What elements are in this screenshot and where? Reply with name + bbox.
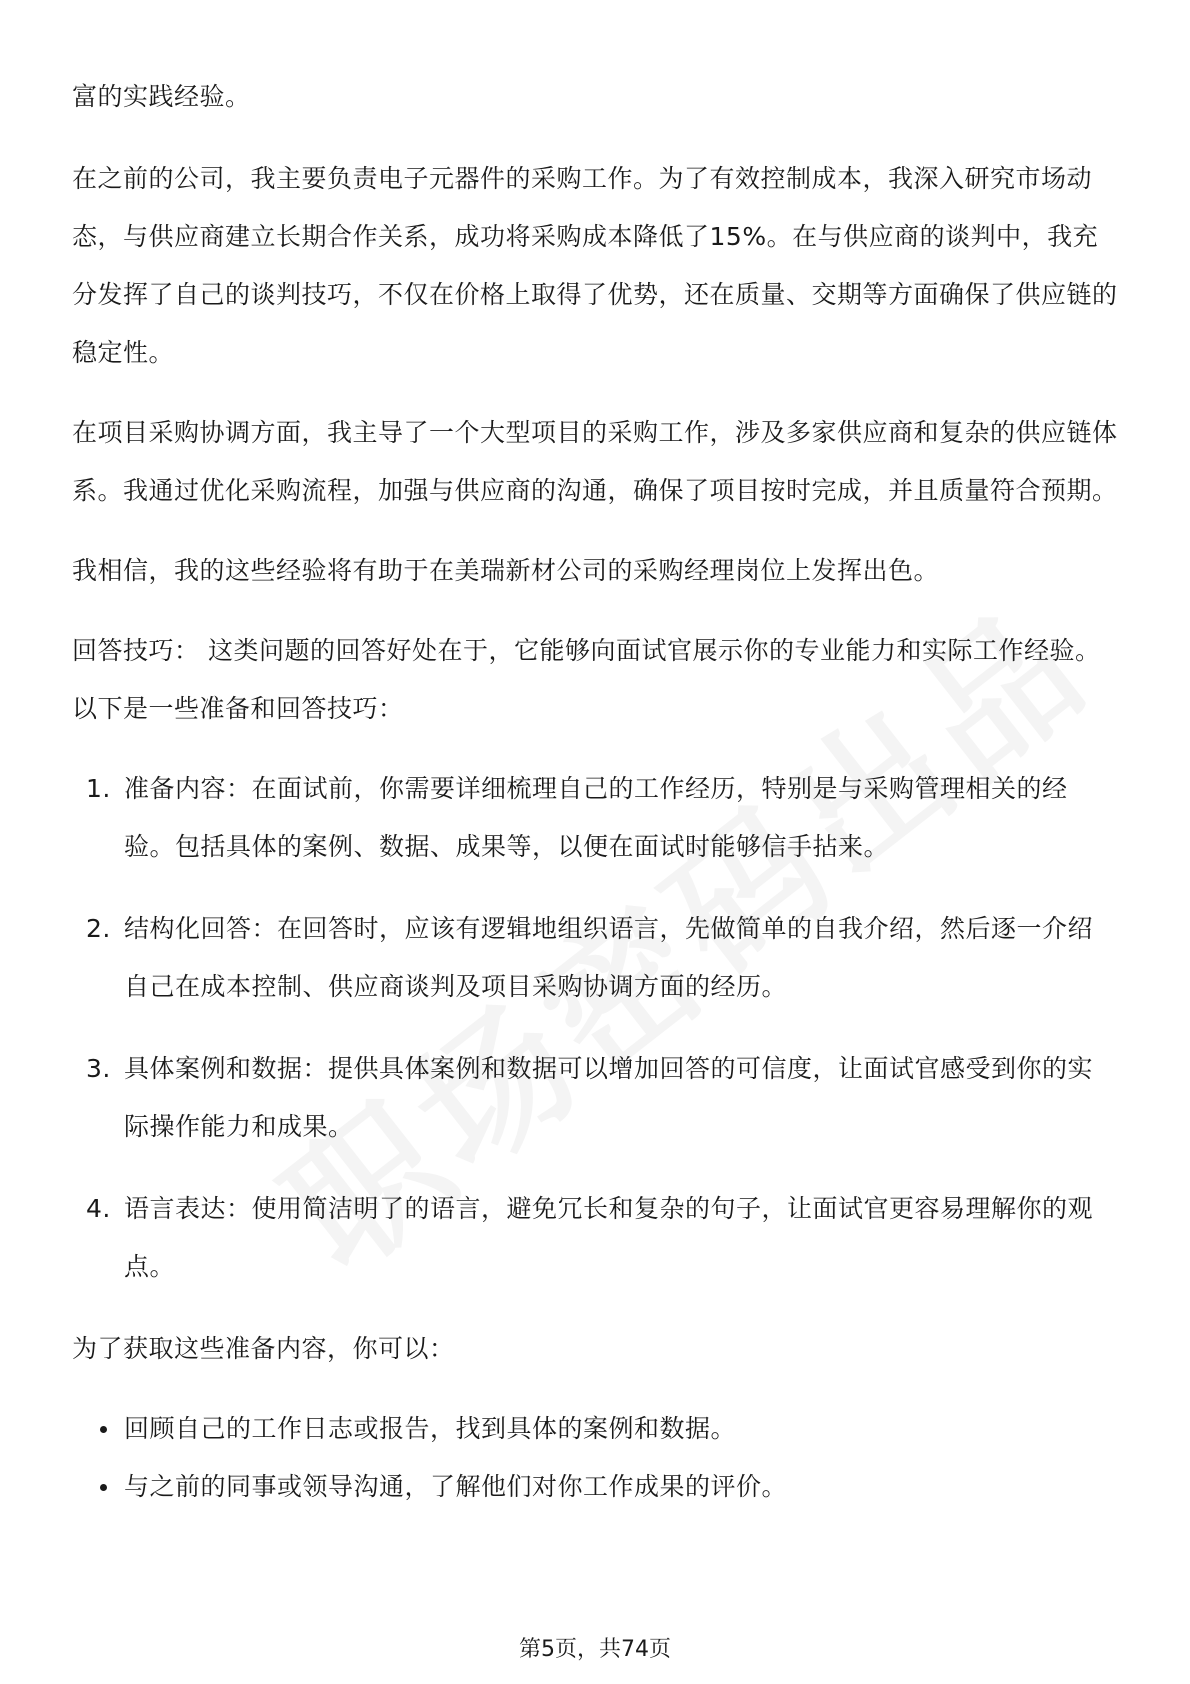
paragraph-answer-tips: 回答技巧： 这类问题的回答好处在于，它能够向面试官展示你的专业能力和实际工作经验。以下是一些准备和回答技巧： <box>72 636 1101 723</box>
list-item-text: 语言表达：使用简洁明了的语言，避免冗长和复杂的句子，让面试官更容易理解你的观点。 <box>124 1194 1094 1281</box>
list-item <box>72 1040 1118 1156</box>
page-content <box>72 68 1118 1516</box>
bullet-item <box>72 1400 1118 1458</box>
paragraph-conclusion: 我相信，我的这些经验将有助于在美瑞新材公司的采购经理岗位上发挥出色。 <box>72 556 940 585</box>
list-item-text: 准备内容：在面试前，你需要详细梳理自己的工作经历，特别是与采购管理相关的经验。包括具体的案例、数据、成果等，以便在面试时能够信手拈来。 <box>124 774 1068 861</box>
preparation-bullet-list <box>72 1400 1118 1516</box>
list-item-text: 结构化回答：在回答时，应该有逻辑地组织语言，先做简单的自我介绍，然后逐一介绍自己在成本控制、供应商谈判及项目采购协调方面的经历。 <box>124 914 1094 1001</box>
list-item-number: 4. <box>86 1194 111 1223</box>
paragraph-cost-control: 在之前的公司，我主要负责电子元器件的采购工作。为了有效控制成本，我深入研究市场动态，与供应商建立长期合作关系，成功将采购成本降低了15%。在与供应商的谈判中，我充分发挥了自己的谈判技巧，不仅在价格上取得了优势，还在质量、交期等方面确保了供应链的稳定性。 <box>72 164 1118 367</box>
bullet-item <box>72 1458 1118 1516</box>
list-item <box>72 900 1118 1016</box>
page-number-footer: 第5页，共74页 <box>519 1637 671 1662</box>
list-item-text: 具体案例和数据：提供具体案例和数据可以增加回答的可信度，让面试官感受到你的实际操作能力和成果。 <box>124 1054 1094 1141</box>
paragraph-project-coordination: 在项目采购协调方面，我主导了一个大型项目的采购工作，涉及多家供应商和复杂的供应链体系。我通过优化采购流程，加强与供应商的沟通，确保了项目按时完成，并且质量符合预期。 <box>72 418 1118 505</box>
bullet-item-text: 回顾自己的工作日志或报告，找到具体的案例和数据。 <box>124 1414 737 1443</box>
paragraph-continuation: 富的实践经验。 <box>72 82 251 111</box>
list-item <box>72 760 1118 876</box>
list-item-number: 2. <box>86 914 111 943</box>
bullet-item-text: 与之前的同事或领导沟通，了解他们对你工作成果的评价。 <box>124 1472 788 1501</box>
list-item <box>72 1180 1118 1296</box>
list-item-number: 3. <box>86 1054 111 1083</box>
bullet-dot-icon <box>100 1484 107 1491</box>
bullet-dot-icon <box>100 1426 107 1433</box>
tips-numbered-list <box>72 760 1118 1296</box>
list-item-number: 1. <box>86 774 111 803</box>
paragraph-preparation-intro: 为了获取这些准备内容，你可以： <box>72 1334 455 1363</box>
